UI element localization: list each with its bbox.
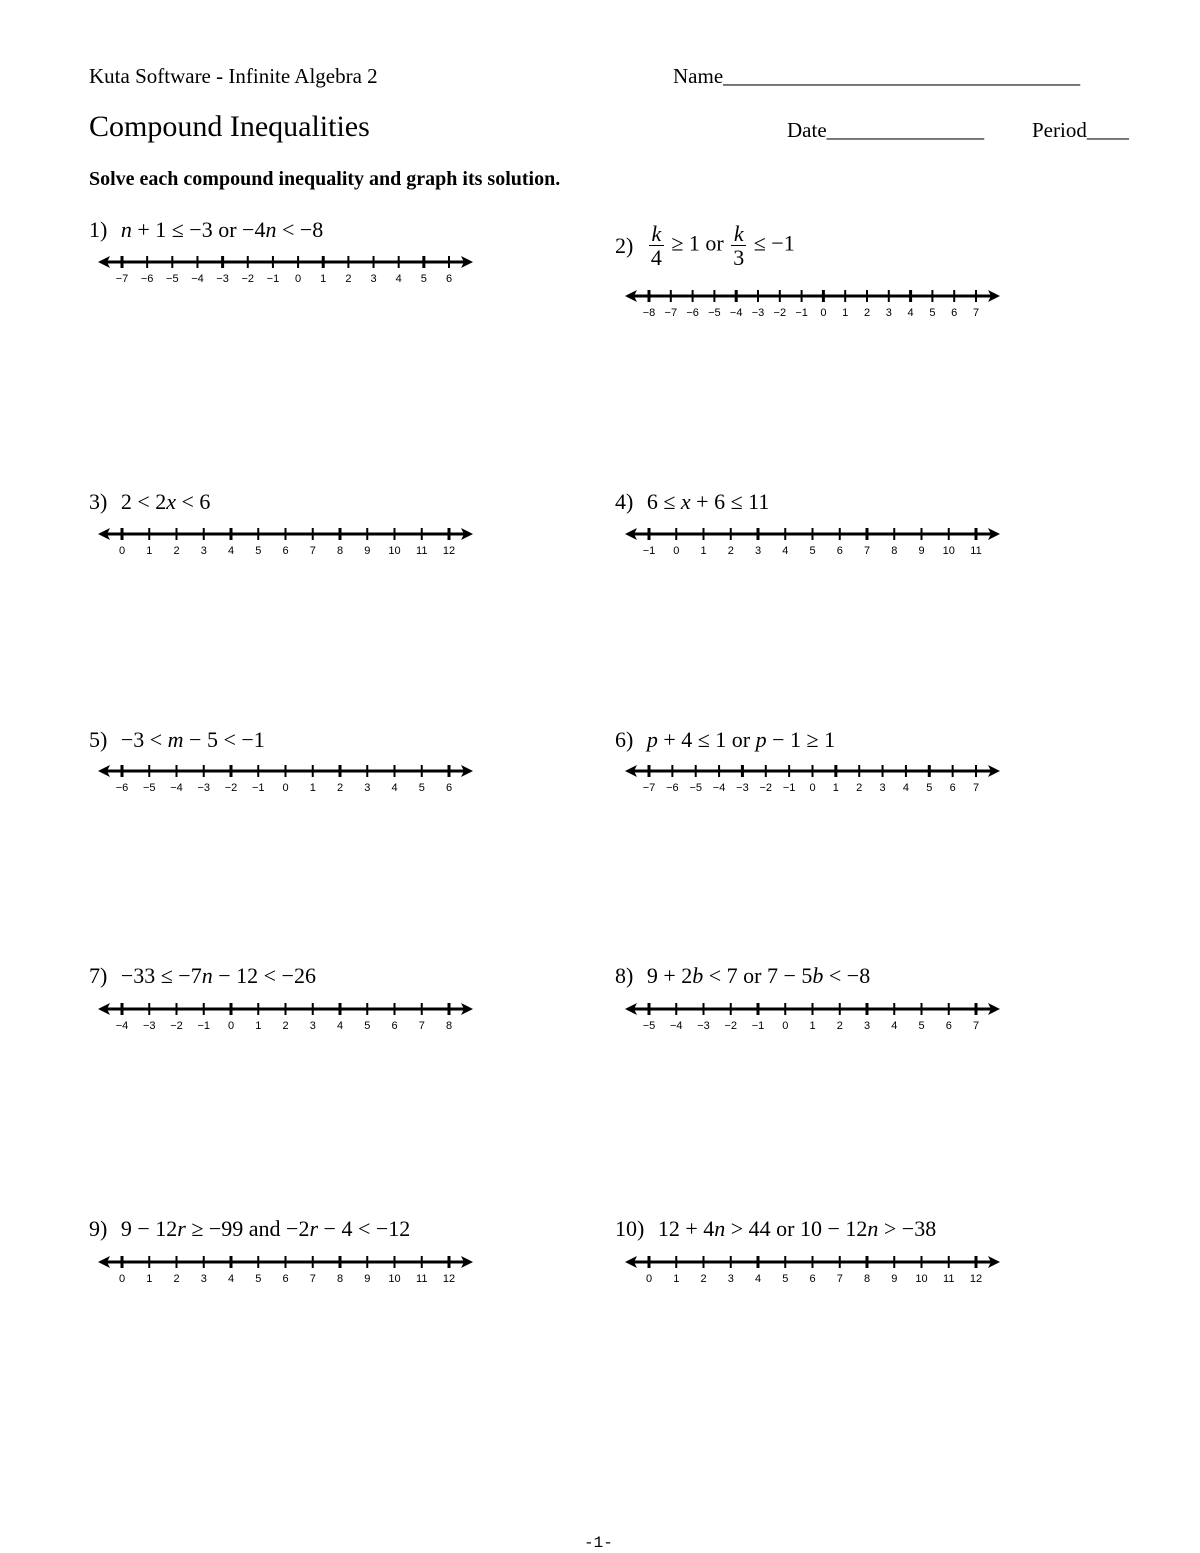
date-field[interactable]	[787, 118, 984, 143]
number-line-1[interactable]	[98, 252, 473, 285]
tick-label: 2	[700, 1273, 707, 1285]
number-line-6[interactable]	[625, 761, 1000, 794]
tick-label: 0	[282, 782, 289, 794]
tick-label: −5	[166, 273, 179, 285]
tick-label: 6	[809, 1273, 816, 1285]
tick-label: −3	[697, 1020, 710, 1032]
tick-label: 10	[942, 545, 955, 557]
tick-label: 3	[754, 545, 762, 557]
tick-label: −4	[669, 1020, 683, 1032]
tick-label: 6	[445, 273, 453, 285]
number-line-10[interactable]	[625, 1252, 1000, 1285]
problem-number: 8)	[615, 963, 639, 988]
problem-number: 7)	[89, 963, 113, 988]
tick-label: −5	[689, 782, 702, 794]
tick-label: 11	[416, 1273, 428, 1285]
tick-label: −1	[197, 1020, 211, 1032]
tick-label: 4	[391, 782, 398, 794]
inequality: n + 1 ≤ −3 or −4n < −8	[120, 217, 324, 242]
name-label: Name	[673, 64, 724, 88]
tick-label: −4	[729, 307, 743, 319]
tick-label: 3	[364, 782, 371, 794]
problem-8-text	[615, 965, 870, 987]
tick-label: 2	[345, 273, 352, 285]
tick-label: 1	[842, 307, 849, 319]
tick-label: −2	[724, 1020, 738, 1032]
tick-label: −1	[251, 782, 265, 794]
tick-label: −1	[266, 273, 280, 285]
tick-label: 6	[282, 1273, 289, 1285]
tick-label: 5	[364, 1020, 371, 1032]
tick-label: −6	[666, 782, 679, 794]
tick-label: 0	[227, 1020, 235, 1032]
inequality: 9 + 2b < 7 or 7 − 5b < −8	[646, 963, 871, 988]
tick-label: 1	[309, 782, 316, 794]
tick-label: 9	[364, 545, 371, 557]
tick-label: 8	[863, 1273, 871, 1285]
tick-label: 4	[336, 1020, 344, 1032]
tick-label: 3	[727, 1273, 734, 1285]
problem-number: 5)	[89, 727, 113, 752]
tick-label: 1	[809, 1020, 816, 1032]
tick-label: 10	[915, 1273, 928, 1285]
tick-label: −7	[664, 307, 678, 319]
number-line-3[interactable]	[98, 524, 473, 557]
tick-label: 6	[951, 307, 958, 319]
tick-label: 2	[282, 1020, 289, 1032]
tick-label: 7	[972, 782, 980, 794]
tick-label: 9	[891, 1273, 898, 1285]
tick-label: 1	[146, 1273, 153, 1285]
tick-label: −2	[224, 782, 238, 794]
tick-label: −7	[642, 782, 656, 794]
tick-label: 2	[336, 782, 344, 794]
tick-label: 0	[782, 1020, 789, 1032]
tick-label: 6	[391, 1020, 398, 1032]
tick-label: 2	[173, 1273, 180, 1285]
tick-label: 2	[836, 1020, 843, 1032]
tick-label: 7	[972, 1020, 980, 1032]
tick-label: −2	[241, 273, 255, 285]
tick-label: −4	[712, 782, 726, 794]
problem-number: 3)	[89, 489, 113, 514]
tick-label: 11	[970, 545, 982, 557]
tick-label: −5	[142, 782, 156, 794]
problem-number: 10)	[615, 1216, 650, 1241]
problem-4-text	[615, 491, 769, 513]
problem-number: 2)	[615, 232, 639, 258]
tick-label: 5	[255, 545, 262, 557]
tick-label: −2	[773, 307, 787, 319]
tick-label: 5	[918, 1020, 925, 1032]
tick-label: −1	[751, 1020, 765, 1032]
tick-label: −1	[642, 545, 656, 557]
tick-label: 4	[395, 273, 402, 285]
tick-label: −3	[142, 1020, 156, 1032]
tick-label: 4	[782, 545, 789, 557]
tick-label: 3	[879, 782, 886, 794]
instructions: Solve each compound inequality and graph its solution.	[89, 168, 561, 190]
tick-label: 3	[309, 1020, 316, 1032]
tick-label: 7	[972, 307, 980, 319]
tick-label: −2	[170, 1020, 183, 1032]
tick-label: 7	[836, 1273, 843, 1285]
problem-5-text	[89, 729, 265, 751]
tick-label: 4	[227, 1273, 235, 1285]
tick-label: 5	[782, 1273, 789, 1285]
tick-label: −7	[115, 273, 129, 285]
fraction-1: $\frac{k}{4}$	[650, 221, 662, 271]
tick-label: −6	[115, 782, 129, 794]
problem-3-text	[89, 491, 210, 513]
tick-label: 10	[388, 545, 401, 557]
tick-label: 0	[118, 545, 126, 557]
tick-label: −3	[197, 782, 211, 794]
tick-label: 1	[700, 545, 707, 557]
tick-label: −4	[170, 782, 183, 794]
tick-label: 4	[907, 307, 914, 319]
tick-label: 9	[364, 1273, 371, 1285]
inequality: 9 − 12r ≥ −99 and −2r − 4 < −12	[120, 1216, 411, 1241]
publisher-label: Kuta Software - Infinite Algebra 2	[89, 64, 378, 88]
worksheet-title: Compound Inequalities	[89, 110, 370, 143]
number-line-2[interactable]	[625, 286, 1000, 319]
period-field[interactable]	[1032, 118, 1129, 143]
problem-7-text	[89, 965, 316, 987]
tick-label: 4	[754, 1273, 762, 1285]
page-number: -1-	[584, 1534, 613, 1552]
tick-label: −5	[642, 1020, 656, 1032]
number-line-9[interactable]	[98, 1252, 473, 1285]
tick-label: 2	[727, 545, 734, 557]
tick-label: −4	[191, 273, 204, 285]
inequality: 2 < 2x < 6	[120, 489, 211, 514]
tick-label: 12	[442, 545, 456, 557]
tick-label: 6	[945, 1020, 952, 1032]
tick-label: 6	[445, 782, 453, 794]
tick-label: 3	[863, 1020, 871, 1032]
tick-label: 7	[418, 1020, 425, 1032]
tick-label: 6	[836, 545, 843, 557]
tick-label: 6	[282, 545, 289, 557]
problem-10-text	[615, 1218, 936, 1240]
tick-label: 1	[146, 545, 153, 557]
problem-2-text	[615, 222, 795, 269]
problem-number: 1)	[89, 217, 113, 242]
tick-label: 8	[891, 545, 898, 557]
tick-label: 3	[885, 307, 892, 319]
number-line-8[interactable]	[625, 999, 1000, 1032]
inequality: p + 4 ≤ 1 or p − 1 ≥ 1	[646, 727, 836, 752]
tick-label: 11	[416, 545, 428, 557]
tick-label: 0	[820, 307, 827, 319]
problem-6-text	[615, 729, 835, 751]
tick-label: −1	[795, 307, 808, 319]
tick-label: 0	[645, 1273, 653, 1285]
tick-label: −2	[759, 782, 773, 794]
problem-number: 9)	[89, 1216, 113, 1241]
tick-label: 2	[863, 307, 871, 319]
fraction-2: $\frac{k}{3}$	[733, 221, 745, 271]
tick-label: 0	[809, 782, 816, 794]
tick-label: 8	[336, 1273, 344, 1285]
name-blank[interactable]: __________________________________	[723, 64, 1081, 88]
tick-label: 3	[370, 273, 377, 285]
tick-label: −1	[782, 782, 796, 794]
tick-label: 5	[418, 782, 425, 794]
number-line-4[interactable]	[625, 524, 1000, 557]
tick-label: 2	[173, 545, 180, 557]
tick-label: −3	[736, 782, 749, 794]
tick-label: −8	[642, 307, 656, 319]
period-blank[interactable]: ____	[1086, 118, 1129, 142]
tick-label: 7	[863, 545, 871, 557]
tick-label: −4	[115, 1020, 129, 1032]
tick-label: 1	[255, 1020, 262, 1032]
tick-label: −3	[751, 307, 765, 319]
tick-label: 8	[445, 1020, 453, 1032]
tick-label: 4	[902, 782, 909, 794]
tick-label: −5	[708, 307, 721, 319]
number-line-7[interactable]	[98, 999, 473, 1032]
tick-label: 12	[442, 1273, 456, 1285]
date-label: Date	[787, 118, 827, 142]
tick-label: −3	[216, 273, 229, 285]
tick-label: 1	[832, 782, 839, 794]
problem-1-text	[89, 219, 323, 241]
inequality: −33 ≤ −7n − 12 < −26	[120, 963, 316, 988]
tick-label: 0	[118, 1273, 126, 1285]
problem-9-text	[89, 1218, 410, 1240]
inequality: 6 ≤ x + 6 ≤ 11	[646, 489, 770, 514]
tick-label: 4	[227, 545, 235, 557]
tick-label: 1	[673, 1273, 680, 1285]
tick-label: 3	[200, 545, 207, 557]
tick-label: 6	[949, 782, 956, 794]
tick-label: 10	[388, 1273, 401, 1285]
tick-label: 8	[336, 545, 344, 557]
tick-label: 7	[309, 545, 316, 557]
tick-label: 7	[309, 1273, 316, 1285]
tick-label: 5	[420, 273, 427, 285]
inequality: −3 < m − 5 < −1	[120, 727, 265, 752]
tick-label: 2	[856, 782, 863, 794]
tick-label: 5	[926, 782, 933, 794]
number-line-5[interactable]	[98, 761, 473, 794]
tick-label: 11	[943, 1273, 955, 1285]
tick-label: 1	[320, 273, 327, 285]
tick-label: 0	[673, 545, 680, 557]
tick-label: 5	[809, 545, 816, 557]
inequality: 12 + 4n > 44 or 10 − 12n > −38	[657, 1216, 937, 1241]
inequality: $\frac{k}{4}$ ≥ 1 or $\frac{k}{3}$ ≤ −1	[650, 221, 795, 271]
tick-label: 5	[929, 307, 936, 319]
problem-number: 6)	[615, 727, 639, 752]
tick-label: 12	[969, 1273, 983, 1285]
name-field[interactable]	[673, 64, 1080, 89]
tick-label: 9	[918, 545, 925, 557]
tick-label: 4	[891, 1020, 898, 1032]
date-blank[interactable]: _______________	[826, 118, 985, 142]
tick-label: −6	[686, 307, 699, 319]
tick-label: 5	[255, 1273, 262, 1285]
tick-label: 0	[295, 273, 302, 285]
tick-label: 3	[200, 1273, 207, 1285]
period-label: Period	[1032, 118, 1087, 142]
problem-number: 4)	[615, 489, 639, 514]
tick-label: −6	[140, 273, 154, 285]
